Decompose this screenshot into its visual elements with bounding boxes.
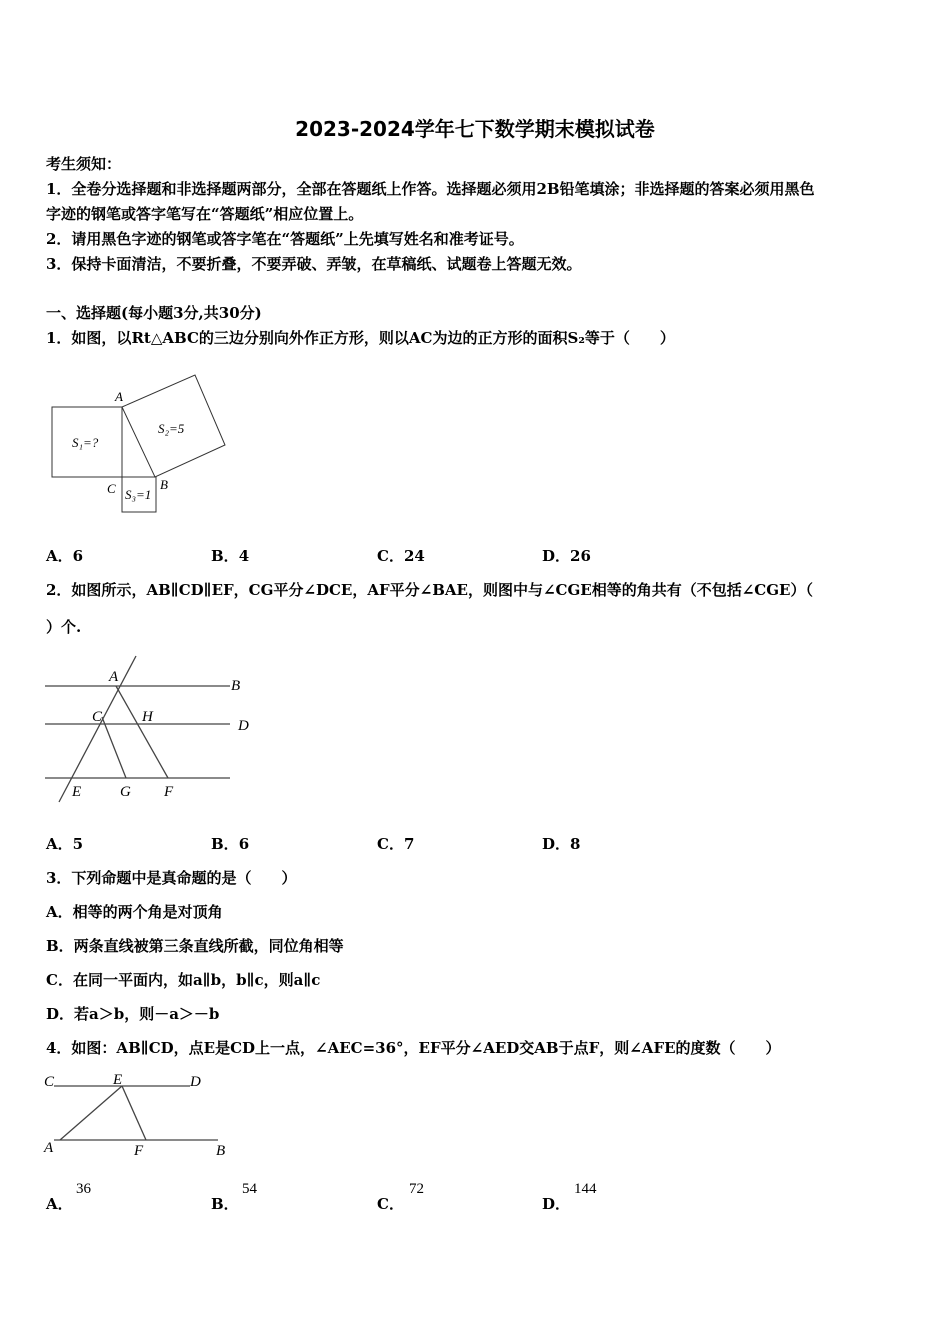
label-f: F: [164, 784, 174, 800]
notice-heading: 考生须知：: [46, 155, 122, 173]
q1-option-b: B．4: [211, 547, 250, 565]
q4-option-c-value: 72: [409, 1181, 424, 1197]
line-af: [116, 686, 168, 778]
q3-option-c: C．在同一平面内，如a∥b，b∥c，则a∥c: [46, 971, 321, 989]
notice-item-1-line1: 1．全卷分选择题和非选择题两部分，全部在答题纸上作答。选择题必须用2B铅笔填涂；非选择题的答案必须用黑色: [46, 180, 815, 198]
q3-option-b: B．两条直线被第三条直线所截，同位角相等: [46, 937, 344, 955]
label-s1: S₁=?: [72, 435, 99, 450]
label-a: A: [44, 1140, 54, 1156]
label-c: C: [92, 709, 103, 725]
q1-option-c: C．24: [377, 547, 425, 565]
label-e: E: [113, 1072, 123, 1088]
question-2-line2: ）个.: [46, 618, 82, 636]
label-b: B: [216, 1143, 226, 1159]
q2-option-b: B．6: [211, 835, 250, 853]
question-3-text: 3．下列命题中是真命题的是（ ）: [46, 869, 297, 887]
question-1-figure: [45, 365, 235, 520]
q2-option-a: A．5: [46, 835, 84, 853]
q4-option-a-value: 36: [76, 1181, 91, 1197]
q4-option-b-value: 54: [242, 1181, 257, 1197]
q1-option-a: A．6: [46, 547, 84, 565]
label-d: D: [190, 1074, 201, 1090]
section-heading: 一、选择题(每小题3分,共30分): [46, 304, 262, 322]
label-b: B: [160, 477, 168, 492]
q1-option-d: D．26: [542, 547, 591, 565]
q4-option-b-label: B．: [211, 1195, 239, 1213]
q2-option-d: D．8: [542, 835, 581, 853]
q4-option-a-label: A．: [46, 1195, 73, 1213]
question-2-line1: 2．如图所示，AB∥CD∥EF，CG平分∠DCE，AF平分∠BAE，则图中与∠CGE相等的角共有（不包括∠CGE）（: [46, 581, 813, 599]
label-f: F: [134, 1143, 144, 1159]
q2-option-c: C．7: [377, 835, 415, 853]
label-c: C: [107, 481, 116, 496]
question-1-text: 1．如图，以Rt△ABC的三边分别向外作正方形，则以AC为边的正方形的面积S₂等于（ ）: [46, 329, 675, 347]
label-b: B: [231, 678, 241, 694]
q3-option-d: D．若a＞b，则－a＞－b: [46, 1005, 220, 1023]
q3-option-a: A．相等的两个角是对顶角: [46, 903, 223, 921]
line-cg: [102, 717, 126, 778]
line-ae: [59, 656, 136, 802]
notice-item-3: 3．保持卡面清洁，不要折叠，不要弄破、弄皱，在草稿纸、试题卷上答题无效。: [46, 255, 582, 273]
label-h: H: [142, 709, 153, 725]
line-ea: [60, 1086, 122, 1140]
label-e: E: [72, 784, 82, 800]
question-4-figure: [40, 1068, 240, 1163]
line-ef: [122, 1086, 146, 1140]
label-d: D: [238, 718, 249, 734]
question-2-figure: [40, 655, 270, 810]
label-a: A: [115, 389, 123, 404]
q4-option-c-label: C．: [377, 1195, 404, 1213]
label-s2: S₂=5: [158, 421, 185, 436]
label-a: A: [109, 669, 119, 685]
label-s3: S₃=1: [125, 487, 152, 502]
notice-item-1-line2: 字迹的钢笔或答字笔写在“答题纸”相应位置上。: [46, 205, 364, 223]
question-4-text: 4．如图：AB∥CD，点E是CD上一点，∠AEC=36°，EF平分∠AED交AB于点F，则∠AFE的度数（ ）: [46, 1039, 781, 1057]
q4-option-d-value: 144: [574, 1181, 597, 1197]
q4-option-d-label: D．: [542, 1195, 571, 1213]
label-c: C: [44, 1074, 55, 1090]
notice-item-2: 2．请用黑色字迹的钢笔或答字笔在“答题纸”上先填写姓名和准考证号。: [46, 230, 524, 248]
page-title: 2023-2024学年七下数学期末模拟试卷: [295, 117, 655, 141]
label-g: G: [120, 784, 131, 800]
